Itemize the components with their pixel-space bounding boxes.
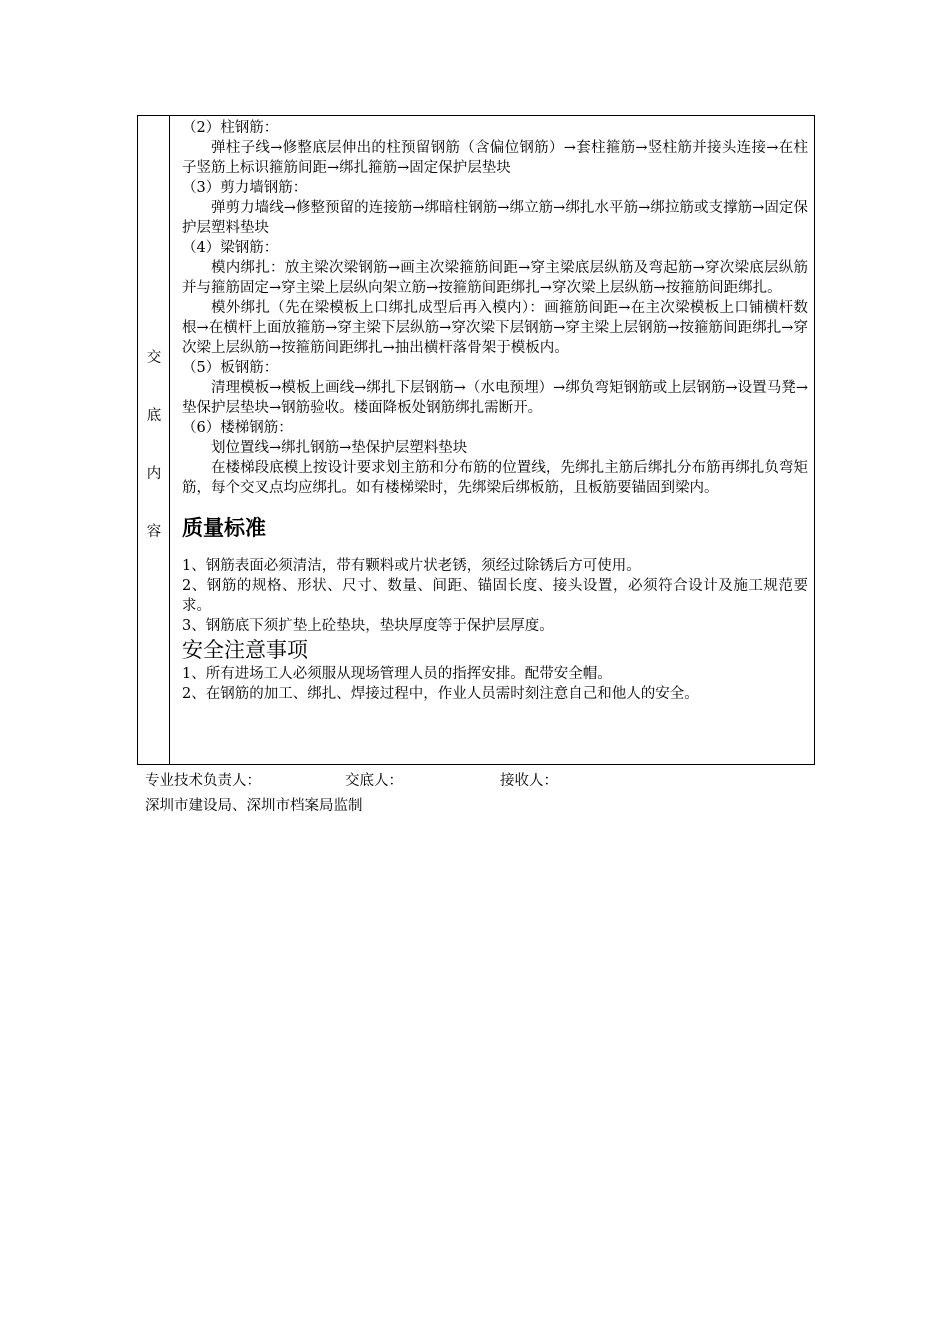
quality-item: 1、钢筋表面必须清洁，带有颗料或片状老锈，须经过除锈后方可使用。	[182, 558, 641, 574]
step-paragraph: 弹柱子线→修整底层伸出的柱预留钢筋（含偏位钢筋）→套柱箍筋→竖柱筋并接头连接→在柱子竖筋上标识箍筋间距→绑扎箍筋→固定保护层垫块	[182, 140, 808, 176]
safety-notes-title: 安全注意事项	[182, 638, 308, 662]
receiver-label: 接收人：	[500, 773, 558, 789]
quality-standards-title: 质量标准	[182, 516, 266, 540]
step-paragraph: 弹剪力墙线→修整预留的连接筋→绑暗柱钢筋→绑立筋→绑扎水平筋→绑拉筋或支撑筋→固定保护层塑料垫块	[182, 200, 808, 236]
step-paragraph: 划位置线→绑扎钢筋→垫保护层塑料垫块	[211, 440, 468, 456]
step-paragraph: 模内绑扎：放主梁次梁钢筋→画主次梁箍筋间距→穿主梁底层纵筋及弯起筋→穿次梁底层纵筋并与箍筋固定→穿主梁上层纵向架立筋→按箍筋间距绑扎→穿次梁上层纵筋→按箍筋间距绑扎。	[182, 260, 808, 296]
safety-item: 1、所有进场工人必须服从现场管理人员的指挥安排。配带安全帽。	[182, 666, 612, 682]
quality-item: 3、钢筋底下须扩垫上砼垫块，垫块厚度等于保护层厚度。	[182, 618, 554, 634]
step-heading: （6）楼梯钢筋：	[182, 420, 293, 436]
section-label-char: 容	[146, 524, 162, 540]
step-paragraph: 在楼梯段底模上按设计要求划主筋和分布筋的位置线，先绑扎主筋后绑扎分布筋再绑扎负弯矩筋，每个交叉点均应绑扎。如有楼梯梁时，先绑梁后绑板筋，且板筋要锚固到梁内。	[182, 460, 808, 496]
section-label-column	[138, 116, 170, 764]
section-label-char: 底	[146, 408, 162, 424]
step-heading: （4）梁钢筋：	[182, 240, 279, 256]
signature-line	[145, 771, 558, 791]
disclosure-table	[137, 115, 815, 765]
section-label-char: 内	[146, 466, 162, 482]
safety-item: 2、在钢筋的加工、绑扎、焊接过程中，作业人员需时刻注意自己和他人的安全。	[182, 686, 699, 702]
supervision-note: 深圳市建设局、深圳市档案局监制	[145, 798, 363, 814]
disclosure-content	[182, 118, 808, 704]
step-heading: （5）板钢筋：	[182, 360, 279, 376]
step-heading: （2）柱钢筋：	[182, 120, 279, 136]
discloser-label: 交底人：	[345, 773, 403, 789]
step-heading: （3）剪力墙钢筋：	[182, 180, 308, 196]
step-paragraph: 清理模板→模板上画线→绑扎下层钢筋→（水电预埋）→绑负弯矩钢筋或上层钢筋→设置马凳→垫保护层垫块→钢筋验收。楼面降板处钢筋绑扎需断开。	[182, 380, 808, 416]
section-label-char: 交	[146, 350, 162, 366]
step-paragraph: 模外绑扎（先在梁模板上口绑扎成型后再入模内）：画箍筋间距→在主次梁模板上口铺横杆数根→在横杆上面放箍筋→穿主梁下层纵筋→穿次梁下层钢筋→穿主梁上层钢筋→按箍筋间距绑扎→穿次梁上层纵筋→按箍筋间距绑扎→抽出横杆落骨架于模板内。	[182, 300, 808, 356]
quality-item: 2、钢筋的规格、形状、尺寸、数量、间距、锚固长度、接头设置，必须符合设计及施工规范要求。	[182, 578, 808, 614]
tech-lead-label: 专业技术负责人：	[145, 773, 261, 789]
